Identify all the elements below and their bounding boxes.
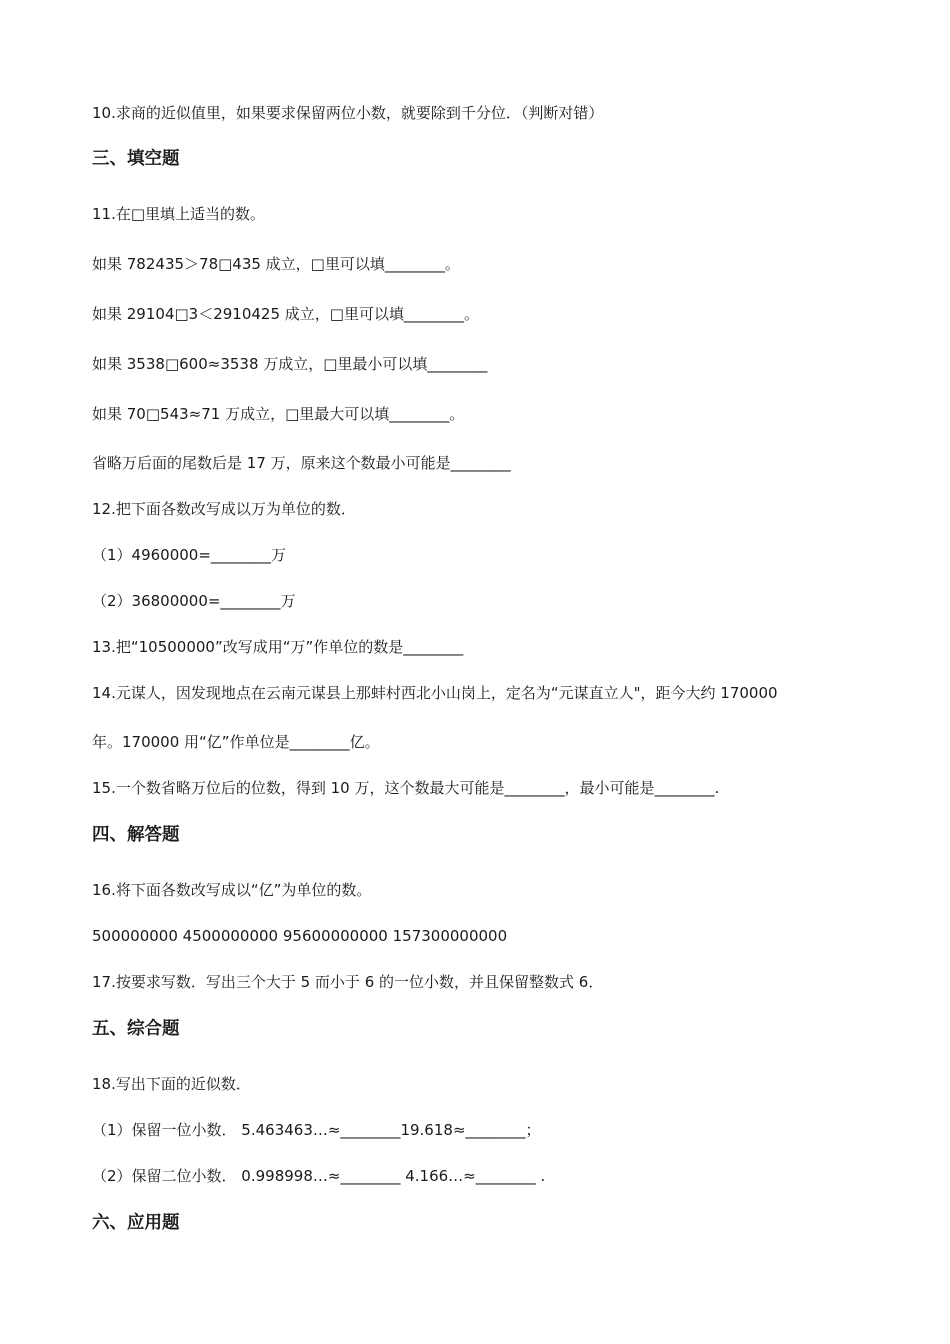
section-heading-4: 四、解答题 bbox=[92, 825, 180, 845]
question-11-c: 如果 3538□600≈3538 万成立，□里最小可以填________ bbox=[92, 355, 488, 373]
section-heading-3: 三、填空题 bbox=[92, 149, 180, 169]
question-11: 11.在□里填上适当的数。 bbox=[92, 205, 266, 223]
question-11-b: 如果 29104□3＜2910425 成立，□里可以填________。 bbox=[92, 305, 479, 323]
question-12-b: （2）36800000=________万 bbox=[92, 592, 296, 610]
section-heading-5: 五、综合题 bbox=[92, 1019, 180, 1039]
question-11-e: 省略万后面的尾数后是 17 万，原来这个数最小可能是________ bbox=[92, 454, 511, 472]
question-16-numbers: 500000000 4500000000 95600000000 157300000000 bbox=[92, 927, 508, 945]
question-15: 15.一个数省略万位后的位数，得到 10 万，这个数最大可能是________，最小可能是________. bbox=[92, 779, 720, 797]
question-12-a: （1）4960000=________万 bbox=[92, 546, 286, 564]
question-14-line-2: 年。170000 用“亿”作单位是________亿。 bbox=[92, 733, 380, 751]
question-17: 17.按要求写数．写出三个大于 5 而小于 6 的一位小数，并且保留整数式 6． bbox=[92, 973, 604, 991]
question-18: 18.写出下面的近似数． bbox=[92, 1075, 251, 1093]
question-10: 10.求商的近似值里，如果要求保留两位小数，就要除到千分位．（判断对错） bbox=[92, 104, 604, 122]
question-11-d: 如果 70□543≈71 万成立，□里最大可以填________。 bbox=[92, 405, 465, 423]
question-14-line-1: 14.元谋人，因发现地点在云南元谋县上那蚌村西北小山岗上，定名为“元谋直立人"，距今大约 170000 bbox=[92, 684, 778, 702]
section-heading-6: 六、应用题 bbox=[92, 1213, 180, 1233]
question-13: 13.把“10500000”改写成用“万”作单位的数是________ bbox=[92, 638, 464, 656]
question-16: 16.将下面各数改写成以“亿”为单位的数。 bbox=[92, 881, 372, 899]
question-11-a: 如果 782435＞78□435 成立，□里可以填________。 bbox=[92, 255, 460, 273]
question-12: 12.把下面各数改写成以万为单位的数． bbox=[92, 500, 356, 518]
question-18-a: （1）保留一位小数． 5.463463…≈________19.618≈________； bbox=[92, 1121, 541, 1139]
question-18-b: （2）保留二位小数． 0.998998…≈________ 4.166…≈________ . bbox=[92, 1167, 546, 1185]
